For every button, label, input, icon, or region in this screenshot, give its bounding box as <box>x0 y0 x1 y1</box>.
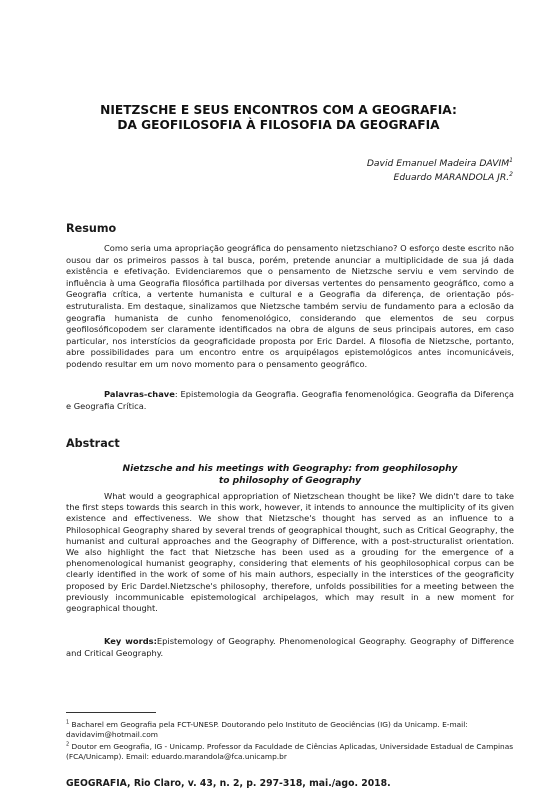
author-2-mark: 2 <box>509 170 513 178</box>
abstract-keywords-label: Key words: <box>104 636 157 646</box>
resumo-keywords-label: Palavras-chave <box>104 389 175 399</box>
footnote-2 <box>66 742 514 762</box>
footnote-1-mark: 1 <box>66 719 70 726</box>
title-line-2: DA GEOFILOSOFIA À FILOSOFIA DA GEOGRAFIA <box>117 118 440 132</box>
resumo-heading: Resumo <box>66 222 117 235</box>
footnote-2-text: Doutor em Geografia, IG - Unicamp. Professor da Faculdade de Ciências Aplicadas, Universidade Estadual de Campinas (FCA/Unicamp). Email: eduardo.marandola@fca.unicamp.br <box>66 742 514 761</box>
resumo-body: Como seria uma apropriação geográfica do pensamento nietzschiano? O esforço deste escrito não ousou dar os primeiros passos à tal busca, porém, pretende anunciar a multiplicidade de sua já dada existência e efetivação. Evidenciaremos que o pensamento de Nietzsche serviu e vem servindo de influência à uma Geografia filosófica partilhada por diversas vertentes do pensamento geográfico, como a Geografia crítica, a vertente humanista e cultural e a Geografia da diferença, de orientação pós-estruturalista. Em destaque, sinalizamos que Nietzsche também serviu de fundamento para a eclosão da geografia humanista de cunho fenomenológico, considerando que elementos de seu corpus geofilosóficopodem ser claramente identificados na obra de alguns de seus principais autores, em caso particular, nos interstícios da geograficidade proposta por Eric Dardel. A filosofia de Nietzsche, portanto, abre possibilidades para um encontro entre os arquipélagos epistemológicos antes incomunicáveis, podendo resultar em um novo momento para o pensamento geográfico. <box>66 243 514 369</box>
abstract-keywords-text: Epistemology of Geography. Phenomenological Geography. Geography of Difference and Critical Geography. <box>66 636 514 658</box>
author-1-mark: 1 <box>509 156 513 164</box>
resumo-keywords <box>66 389 514 412</box>
author-1 <box>367 157 513 171</box>
author-list <box>367 157 513 185</box>
abstract-subtitle-line-2: to philosophy of Geography <box>218 476 362 486</box>
resumo-keywords-text: : Epistemologia da Geografia. Geografia fenomenológica. Geografia da Diferença e Geografia Crítica. <box>66 389 514 411</box>
abstract-keywords <box>66 636 514 659</box>
abstract-subtitle <box>66 463 514 487</box>
abstract-subtitle-line-1: Nietzsche and his meetings with Geography: from geophilosophy <box>122 464 458 474</box>
journal-footer: GEOGRAFIA, Rio Claro, v. 43, n. 2, p. 297-318, mai./ago. 2018. <box>66 778 391 789</box>
abstract-heading: Abstract <box>66 437 120 450</box>
footnote-divider <box>66 712 156 713</box>
article-title <box>40 103 517 133</box>
footnote-2-mark: 2 <box>66 741 70 748</box>
footnote-1-text: Bacharel em Geografia pela FCT-UNESP. Doutorando pelo Instituto de Geociências (IG) da Unicamp. E-mail: davidavim@hotmail.com <box>66 720 468 739</box>
footnote-1 <box>66 720 514 740</box>
author-2-name: Eduardo MARANDOLA JR. <box>393 172 510 183</box>
title-line-1: NIETZSCHE E SEUS ENCONTROS COM A GEOGRAFIA: <box>100 103 457 117</box>
author-1-name: David Emanuel Madeira DAVIM <box>366 158 510 169</box>
author-2 <box>367 171 513 185</box>
abstract-body: What would a geographical appropriation of Nietzschean thought be like? We didn't dare to take the first steps towards this search in this work, however, it intends to announce the multiplicity of its given existence and effectiveness. We show that Nietzsche's thought has served as an influence to a Philosophical Geography shared by several trends of geographical thought, such as Critical Geography, the humanist and cultural approaches and the Geography of Difference, with a post-structuralist orientation. We also highlight the fact that Nietzsche has been used as a grouding for the emergence of a phenomenological humanist geography, considering that elements of his geophilosophical corpus can be clearly identified in the work of some of his main authors, especially in the interstices of the geograficity proposed by Eric Dardel.Nietzsche's philosophy, therefore, unfolds possibilities for a meeting between the previously incommunicable epistemological archipelagos, which may result in a new moment for geographical thought. <box>66 491 514 614</box>
